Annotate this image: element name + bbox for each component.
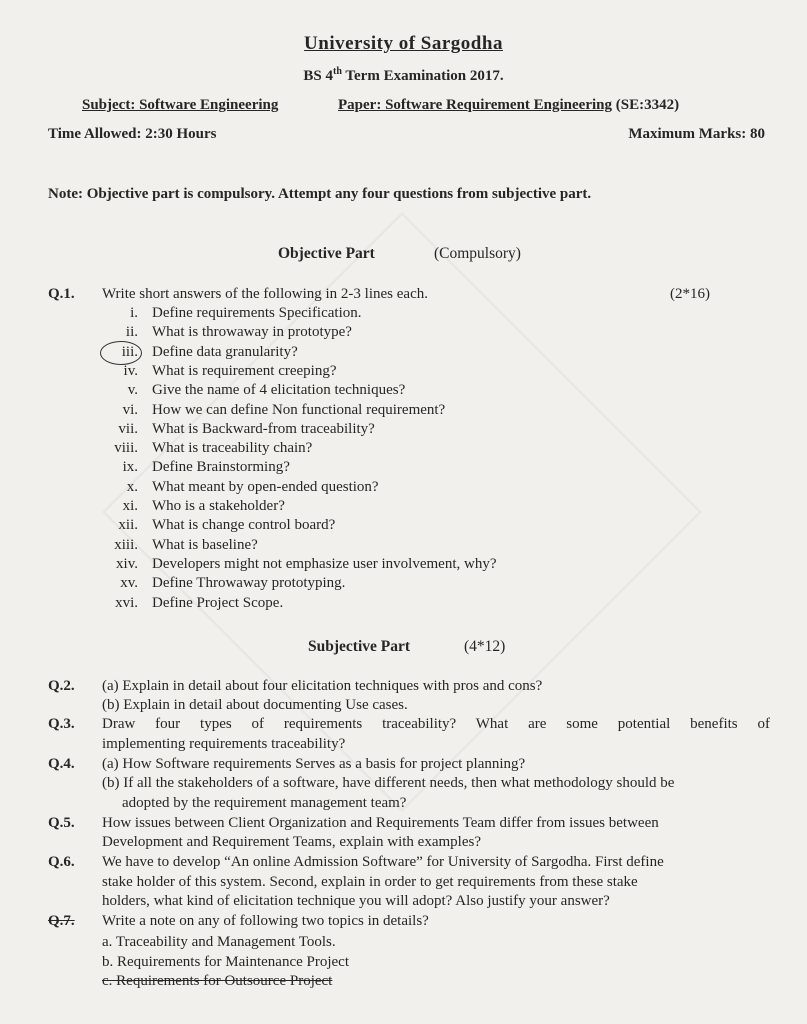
q4-part-b-line-2: adopted by the requirement management team? [122,795,407,811]
paper-code: (SE:3342) [615,97,680,113]
q1-item-number: v. [127,382,138,398]
q1-item-number: viii. [114,440,138,456]
q1-item-number: i. [130,305,138,321]
university-title: University of Sargodha [304,33,503,54]
q1-item-number: x. [126,479,138,495]
q1-item-text: How we can define Non functional requirement? [152,402,446,418]
q7-topic-a: a. Traceability and Management Tools. [102,934,336,950]
q1-item-text: Define Brainstorming? [152,459,290,475]
subjective-heading: Subjective Part [308,638,411,655]
q6-line-1: We have to develop “An online Admission Software” for University of Sargodha. First define [102,854,664,870]
q7-topic-c: c. Requirements for Outsource Project [102,973,333,989]
q6-line-2: stake holder of this system. Second, explain in order to get requirements from these stake [102,874,638,890]
q1-item-text: What is change control board? [152,517,336,533]
q1-item-number: xv. [120,575,138,591]
q1-item-text: What is requirement creeping? [152,363,337,379]
subjective-tag: (4*12) [464,638,506,655]
q5-line-2: Development and Requirement Teams, explain with examples? [102,834,481,850]
subject-line: Subject: Software Engineering [82,97,279,113]
q1-item-text: What is Backward-from traceability? [152,421,375,437]
exam-title-prefix: BS 4 [303,68,333,84]
q1-item-number: xvi. [115,595,138,611]
q1-item-text: What is baseline? [152,537,258,553]
q1-item-number: iii. [121,344,138,360]
q7-label: Q.7. [48,913,75,929]
exam-title [0,66,807,85]
q2-part-b: (b) Explain in detail about documenting Use cases. [102,697,408,713]
q1-item-text: Developers might not emphasize user involvement, why? [152,556,497,572]
q1-item-text: What is traceability chain? [152,440,313,456]
q3-line-2: implementing requirements traceability? [102,736,346,752]
q1-item-number: vii. [118,421,138,437]
q2-label: Q.2. [48,678,75,694]
exam-title-sup: th [333,66,342,77]
q1-item-text: Define data granularity? [152,344,298,360]
paper-line [338,97,679,114]
q1-item-number: xiv. [116,556,138,572]
q1-item-text: Define requirements Specification. [152,305,362,321]
q1-text: Write short answers of the following in 2-3 lines each. [102,286,428,302]
q5-line-1: How issues between Client Organization and Requirements Team differ from issues between [102,815,659,831]
maximum-marks: Maximum Marks: 80 [628,126,765,142]
q1-item-number: xiii. [114,537,138,553]
q4-part-a: (a) How Software requirements Serves as a basis for project planning? [102,756,526,772]
objective-heading: Objective Part [278,245,375,262]
q1-item-number: ii. [125,324,138,340]
q7-line-1: Write a note on any of following two topics in details? [102,913,429,929]
q1-item-number: xii. [118,517,138,533]
q1-item-number: xi. [122,498,138,514]
q1-item-number: ix. [122,459,138,475]
q5-label: Q.5. [48,815,75,831]
q1-item-text: What is throwaway in prototype? [152,324,352,340]
q1-item-text: Who is a stakeholder? [152,498,285,514]
q2-part-a: (a) Explain in detail about four elicitation techniques with pros and cons? [102,678,543,694]
q7-topic-b: b. Requirements for Maintenance Project [102,954,350,970]
q1-item-text: Define Project Scope. [152,595,284,611]
paper-title: Paper: Software Requirement Engineering [338,97,612,113]
q3-line-1: Draw four types of requirements traceability? What are some potential benefits of [102,716,770,732]
q1-item-number: vi. [122,402,138,418]
q1-item-text: Define Throwaway prototyping. [152,575,346,591]
q4-part-b-line-1: (b) If all the stakeholders of a software, have different needs, then what methodology should be [102,775,675,791]
exam-title-suffix: Term Examination 2017. [341,68,504,84]
q1-item-text: Give the name of 4 elicitation techniques? [152,382,406,398]
q1-marks: (2*16) [670,286,710,302]
q6-line-3: holders, what kind of elicitation technique you will adopt? Also justify your answer? [102,893,610,909]
q1-label: Q.1. [48,286,75,302]
q4-label: Q.4. [48,756,75,772]
q3-label: Q.3. [48,716,75,732]
objective-tag: (Compulsory) [434,245,521,262]
q1-item-number: iv. [123,363,138,379]
q6-label: Q.6. [48,854,75,870]
time-allowed: Time Allowed: 2:30 Hours [48,126,217,142]
q1-item-text: What meant by open-ended question? [152,479,379,495]
note-line: Note: Objective part is compulsory. Attempt any four questions from subjective part. [48,186,592,202]
